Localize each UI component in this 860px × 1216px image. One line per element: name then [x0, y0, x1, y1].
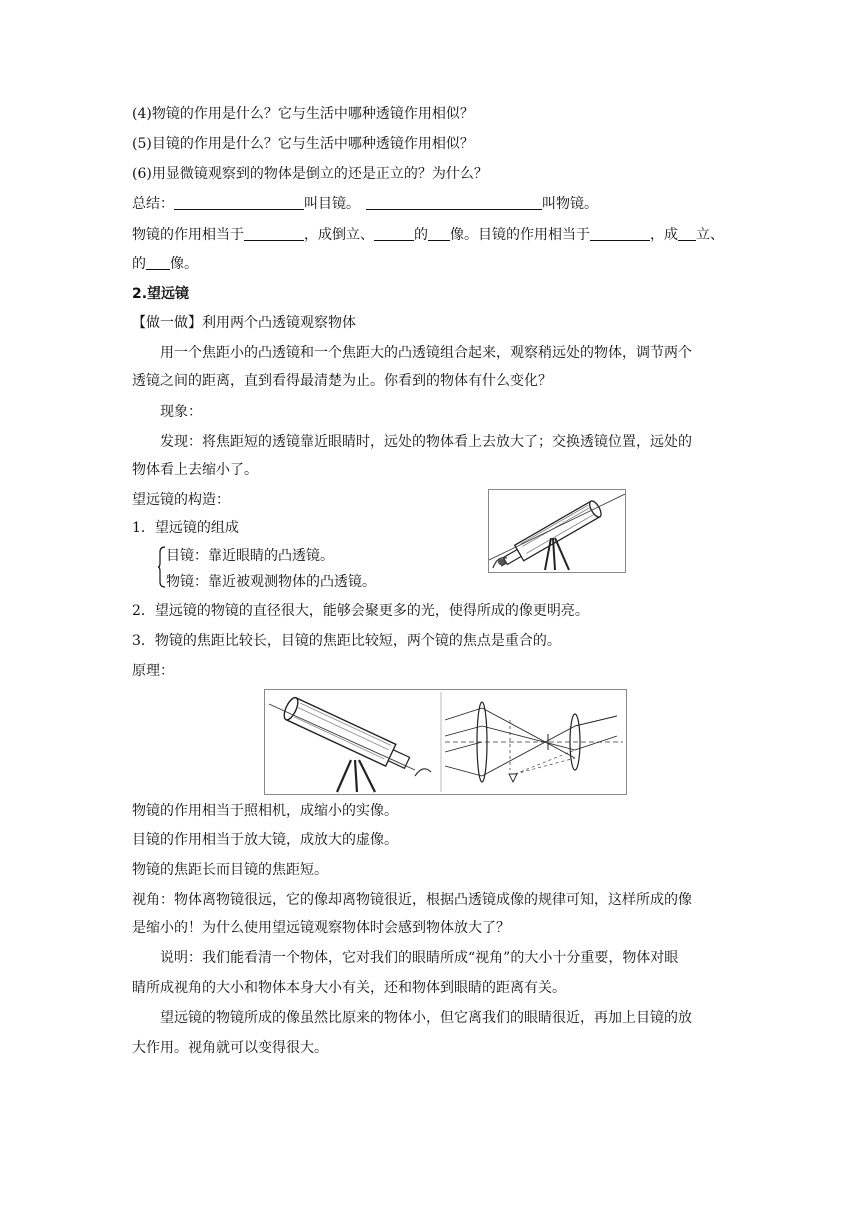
- eyepiece-tail: 叫目镜。: [304, 196, 360, 212]
- fill-text-h: 像。: [170, 256, 198, 272]
- principle-3: 物镜的焦距长而目镜的焦距短。: [132, 862, 328, 878]
- fill-text-g: 的: [132, 256, 146, 272]
- finding-line2: 物体看上去缩小了。: [132, 462, 258, 478]
- phenomenon-label: 现象：: [160, 404, 202, 420]
- principle-label: 原理：: [132, 663, 174, 679]
- question-6: (6)用显微镜观察到的物体是倒立的还是正立的？为什么？: [132, 166, 488, 182]
- visual-angle-line2: 是缩小的！为什么使用望远镜观察物体时会感到物体放大了？: [132, 920, 510, 936]
- para1-line1: 用一个焦距小的凸透镜和一个焦距大的凸透镜组合起来，观察稍远处的物体，调节两个: [160, 345, 692, 361]
- blank-objective[interactable]: [366, 195, 542, 210]
- blank-eyepiece[interactable]: [174, 195, 304, 210]
- blank-2[interactable]: [374, 226, 414, 241]
- principle-2: 目镜的作用相当于放大镜，成放大的虚像。: [132, 832, 398, 848]
- fill-text-e: ，成: [650, 227, 678, 243]
- blank-1[interactable]: [244, 226, 304, 241]
- principle-illustration: [265, 690, 626, 794]
- activity-title: 【做一做】利用两个凸透镜观察物体: [132, 315, 356, 331]
- finding-line1: 发现：将焦距短的透镜靠近眼睛时，远处的物体看上去放大了；交换透镜位置，远处的: [160, 434, 692, 450]
- fill-text-c: 的: [414, 227, 428, 243]
- explanation-line2: 睛所成视角的大小和物体本身大小有关，还和物体到眼睛的距离有关。: [132, 980, 566, 996]
- fill-text-f: 立、: [696, 227, 724, 243]
- structure-label: 望远镜的构造：: [132, 492, 230, 508]
- summary-label: 总结：: [132, 196, 174, 212]
- principle-figure: [264, 689, 627, 795]
- para1-line2: 透镜之间的距离，直到看得最清楚为止。你看到的物体有什么变化？: [132, 373, 552, 389]
- blank-6[interactable]: [146, 255, 170, 270]
- question-5: (5)目镜的作用是什么？它与生活中哪种透镜作用相似？: [132, 136, 474, 152]
- blank-5[interactable]: [678, 226, 696, 241]
- item-1: 1．望远镜的组成: [132, 520, 239, 536]
- section-heading: 2.望远镜: [132, 286, 190, 302]
- visual-angle-line1: 视角：物体离物镜很远，它的像却离物镜很近，根据凸透镜成像的规律可知，这样所成的像: [132, 892, 692, 908]
- fill-text-a: 物镜的作用相当于: [132, 227, 244, 243]
- telescope-figure: [488, 489, 626, 573]
- item-2: 2．望远镜的物镜的直径很大，能够会聚更多的光，使得所成的像更明亮。: [132, 603, 589, 619]
- fill-text-b: ，成倒立、: [304, 227, 374, 243]
- blank-3[interactable]: [428, 226, 450, 241]
- principle-1: 物镜的作用相当于照相机，成缩小的实像。: [132, 803, 398, 819]
- eyepiece-def: 目镜：靠近眼睛的凸透镜。: [166, 548, 334, 564]
- objective-tail: 叫物镜。: [542, 196, 598, 212]
- last-para-line2: 大作用。视角就可以变得很大。: [132, 1040, 328, 1056]
- brace-icon: [158, 546, 166, 588]
- explanation-line1: 说明：我们能看清一个物体，它对我们的眼睛所成“视角”的大小十分重要，物体对眼: [160, 950, 679, 966]
- question-4: (4)物镜的作用是什么？它与生活中哪种透镜作用相似？: [132, 106, 474, 122]
- blank-4[interactable]: [590, 226, 650, 241]
- telescope-illustration: [489, 490, 625, 572]
- last-para-line1: 望远镜的物镜所成的像虽然比原来的物体小，但它离我们的眼睛很近，再加上目镜的放: [160, 1010, 692, 1026]
- fill-text-d: 像。目镜的作用相当于: [450, 227, 590, 243]
- objective-def: 物镜：靠近被观测物体的凸透镜。: [166, 574, 376, 590]
- fill-line-2: [132, 254, 198, 274]
- fill-line-1: [132, 225, 724, 245]
- summary-line: [132, 194, 598, 214]
- item-3: 3．物镜的焦距比较长，目镜的焦距比较短，两个镜的焦点是重合的。: [132, 633, 561, 649]
